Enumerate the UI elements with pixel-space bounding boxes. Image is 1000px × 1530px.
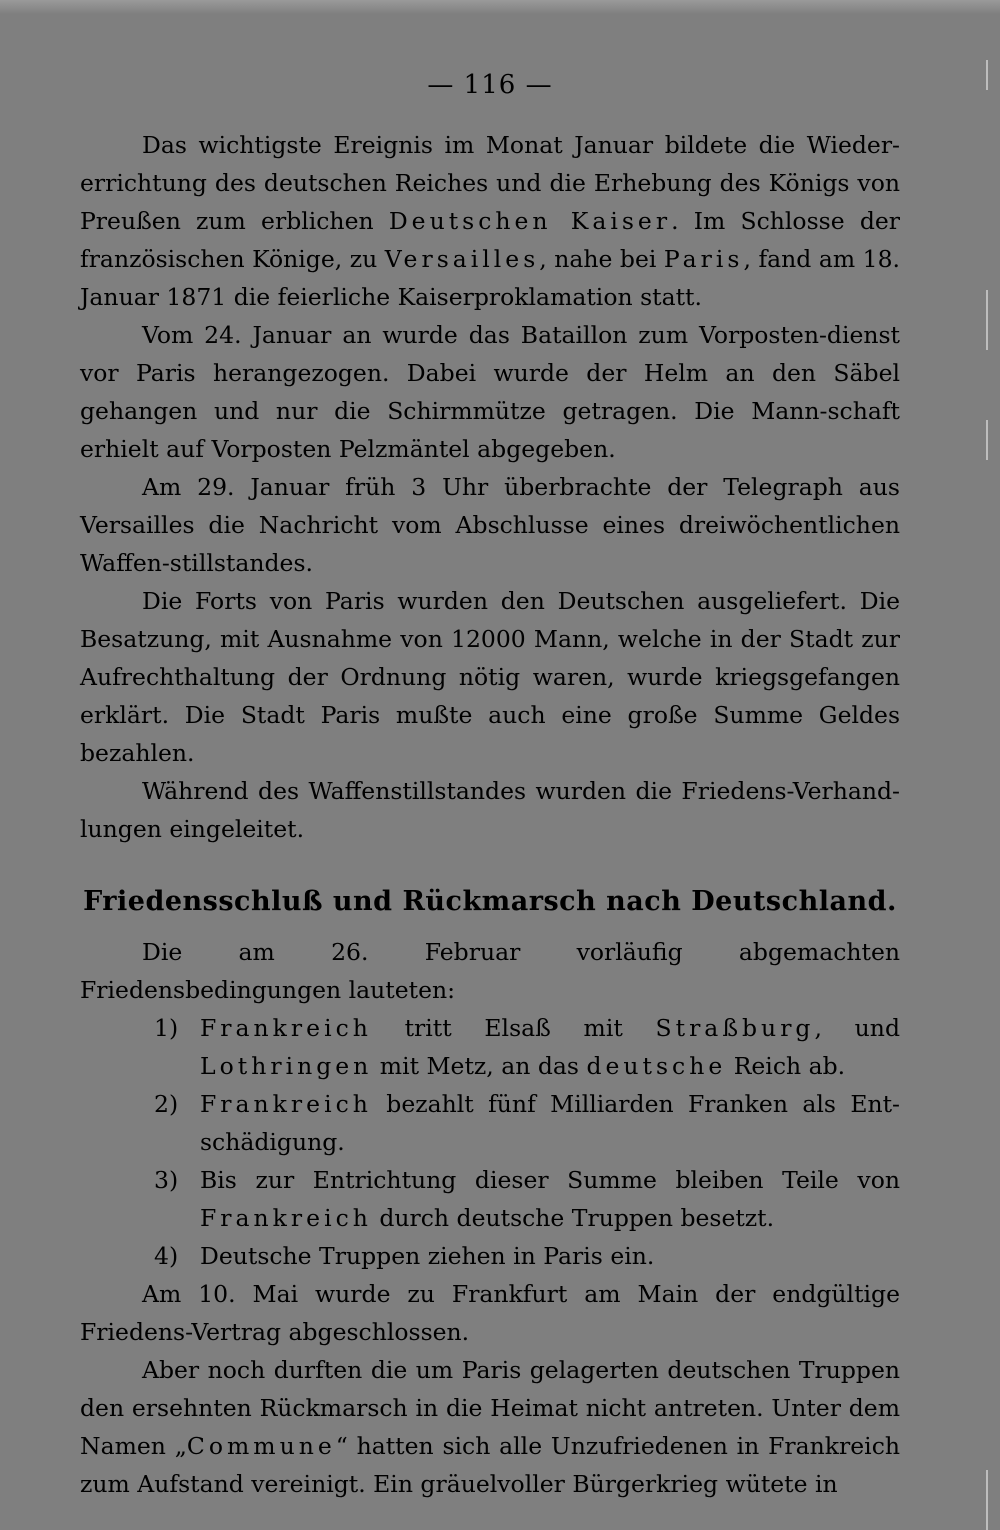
term-number: 3) <box>154 1166 179 1194</box>
text-run: Am 10. Mai wurde zu Frankfurt am Main der endgültige Friedens-Vertrag abgeschlossen. <box>80 1280 900 1346</box>
peace-term-item <box>80 1009 900 1085</box>
page-number: — 116 — <box>427 70 553 100</box>
spaced-emphasis: Lothringen <box>200 1052 373 1080</box>
spaced-emphasis: Deutschen Kaiser <box>388 207 672 235</box>
text-run: . Im Schlosse der französischen Könige, zu <box>80 207 901 273</box>
paragraph <box>80 1351 900 1503</box>
text-run: Das wichtigste Ereignis im Monat Januar bildete die Wieder-errichtung des deutschen Reiches und die Erhebung des Königs von Preußen zum erblichen <box>80 131 900 235</box>
scan-margin-marks <box>986 40 992 1470</box>
text-run: , nahe bei <box>539 245 664 273</box>
peace-term-item <box>80 1237 900 1275</box>
book-page <box>80 70 900 1500</box>
spaced-emphasis: Frankreich <box>200 1090 372 1118</box>
paragraph <box>80 468 900 582</box>
peace-terms-list <box>80 1009 900 1275</box>
text-run: bezahlt fünf Milliarden Franken als Ent-schädigung. <box>200 1090 900 1156</box>
text-run: tritt Elsaß mit <box>371 1014 656 1042</box>
body-text-top <box>80 126 900 848</box>
spaced-emphasis: Frankreich <box>200 1014 372 1042</box>
text-run: Am 29. Januar früh 3 Uhr überbrachte der Telegraph aus Versailles die Nachricht vom Abschlusse eines dreiwöchentlichen Waffen-stillstandes. <box>80 473 900 577</box>
paragraph <box>80 126 900 316</box>
text-run: Reich ab. <box>726 1052 846 1080</box>
spaced-emphasis: Commune <box>186 1432 336 1460</box>
paragraph <box>80 582 900 772</box>
spaced-emphasis: Straßburg <box>655 1014 815 1042</box>
peace-term-item <box>80 1085 900 1161</box>
spaced-emphasis: Frankreich <box>200 1204 372 1232</box>
spaced-emphasis: deutsche <box>586 1052 727 1080</box>
text-run: Deutsche Truppen ziehen in Paris ein. <box>200 1242 655 1270</box>
text-run: Vom 24. Januar an wurde das Bataillon zum Vorposten-dienst vor Paris herangezogen. Dabei wurde der Helm an den Säbel gehangen und nur die Schirmmütze getragen. Die Mann-schaft erhielt auf Vorposten Pelzmäntel abgegeben. <box>80 321 900 463</box>
terms-intro: Die am 26. Februar vorläufig abgemachten Friedensbedingungen lauteten: <box>80 938 900 1004</box>
spaced-emphasis: Paris <box>663 245 744 273</box>
text-run: Bis zur Entrichtung dieser Summe bleiben Teile von <box>200 1166 900 1194</box>
paragraph <box>80 1275 900 1351</box>
term-number: 4) <box>154 1242 179 1270</box>
text-run: Während des Waffenstillstandes wurden die Friedens-Verhand-lungen eingeleitet. <box>80 777 900 843</box>
term-number: 1) <box>154 1014 179 1042</box>
term-number: 2) <box>154 1090 179 1118</box>
text-run: durch deutsche Truppen besetzt. <box>371 1204 775 1232</box>
body-text-bottom <box>80 1275 900 1503</box>
peace-term-item <box>80 1161 900 1237</box>
text-run: , und <box>814 1014 900 1042</box>
section-heading: Friedensschluß und Rückmarsch nach Deutschland. <box>83 886 897 917</box>
paragraph <box>80 772 900 848</box>
text-run: , fand am 18. Januar 1871 die feierliche Kaiserproklamation statt. <box>80 245 900 311</box>
scan-edge <box>0 0 1000 14</box>
text-run: Aber noch durften die um Paris gelagerten deutschen Truppen den ersehnten Rückmarsch in die Heimat nicht antreten. Unter dem Namen „ <box>80 1356 900 1460</box>
spaced-emphasis: Versailles <box>384 245 540 273</box>
text-run: Die Forts von Paris wurden den Deutschen ausgeliefert. Die Besatzung, mit Ausnahme von 12000 Mann, welche in der Stadt zur Aufrechthaltung der Ordnung nötig waren, wurde kriegsgefangen erklärt. Die Stadt Paris mußte auch eine große Summe Geldes bezahlen. <box>80 587 900 767</box>
text-run: mit Metz, an das <box>372 1052 587 1080</box>
text-run: “ hatten sich alle Unzufriedenen in Frankreich zum Aufstand vereinigt. Ein gräuelvoller Bürgerkrieg wütete in <box>80 1432 900 1498</box>
paragraph <box>80 316 900 468</box>
